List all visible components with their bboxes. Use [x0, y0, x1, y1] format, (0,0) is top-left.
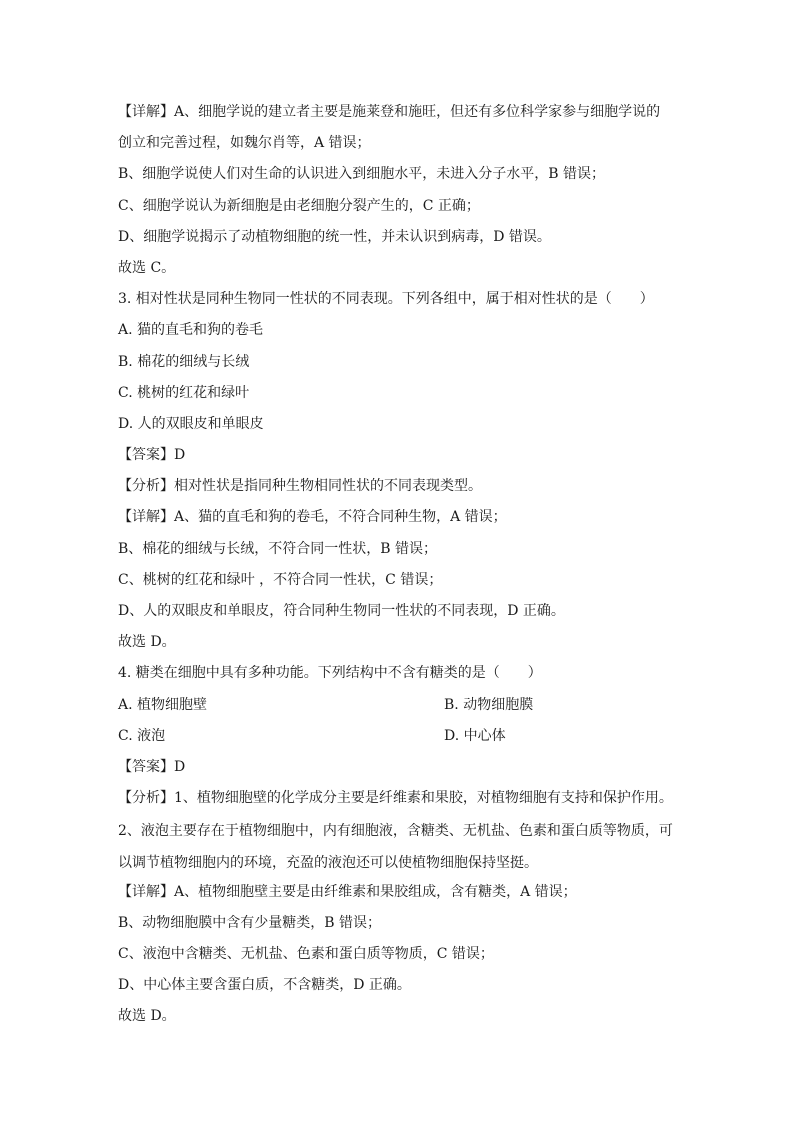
- q4-stem: 4. 糖类在细胞中具有多种功能。下列结构中不含有糖类的是（ ）: [118, 665, 542, 682]
- q3-analysis: 【分析】相对性状是指同种生物相同性状的不同表现类型。: [118, 478, 482, 495]
- q3-explain-a: 【详解】A、猫的直毛和狗的卷毛，不符合同种生物，A 错误；: [118, 509, 507, 526]
- q4-option-d: D. 中心体: [444, 727, 506, 744]
- q3-answer: 【答案】D: [118, 447, 186, 464]
- q3-explain-b: B、棉花的细绒与长绒，不符合同一性状，B 错误；: [118, 540, 438, 557]
- q4-explain-d: D、中心体主要含蛋白质，不含糖类，D 正确。: [118, 977, 411, 994]
- q2-explain-a-line2: 创立和完善过程，如魏尔肖等，A 错误；: [118, 135, 371, 152]
- q3-explain-d: D、人的双眼皮和单眼皮，符合同种生物同一性状的不同表现，D 正确。: [118, 603, 565, 619]
- q3-explain-c: C、桃树的红花和绿叶 ，不符合同一性状，C 错误；: [118, 571, 443, 588]
- q4-option-b: B. 动物细胞膜: [444, 696, 534, 713]
- q2-explain-a-line1: 【详解】A、细胞学说的建立者主要是施莱登和施旺，但还有多位科学家参与细胞学说的: [118, 104, 661, 120]
- q3-final: 故选 D。: [118, 634, 176, 651]
- q2-final: 故选 C。: [118, 259, 176, 276]
- q3-stem: 3. 相对性状是同种生物同一性状的不同表现。下列各组中，属于相对性状的是（ ）: [118, 291, 654, 308]
- q3-option-d: D. 人的双眼皮和单眼皮: [118, 415, 264, 432]
- q4-option-a: A. 植物细胞壁: [118, 696, 208, 713]
- q4-explain-c: C、液泡中含糖类、无机盐、色素和蛋白质等物质，C 错误；: [118, 946, 494, 963]
- document-body: [118, 99, 678, 1035]
- q4-final: 故选 D。: [118, 1008, 176, 1025]
- q4-explain-b: B、动物细胞膜中含有少量糖类，B 错误；: [118, 914, 382, 931]
- q3-option-a: A. 猫的直毛和狗的卷毛: [118, 322, 264, 339]
- q2-explain-d: D、细胞学说揭示了动植物细胞的统一性，并未认识到病毒，D 错误。: [118, 228, 551, 245]
- q4-answer: 【答案】D: [118, 758, 186, 775]
- q4-options-row-2: [118, 723, 678, 754]
- q4-option-c: C. 液泡: [118, 727, 166, 744]
- q4-options-row-1: [118, 692, 678, 723]
- q4-analysis-1: 【分析】1、植物细胞壁的化学成分主要是纤维素和果胶，对植物细胞有支持和保护作用。: [118, 790, 673, 807]
- q4-explain-a: 【详解】A、植物细胞壁主要是由纤维素和果胶组成，含有糖类，A 错误；: [118, 883, 577, 900]
- q2-explain-b: B、细胞学说使人们对生命的认识进入到细胞水平，未进入分子水平，B 错误；: [118, 166, 606, 183]
- q3-option-c: C. 桃树的红花和绿叶: [118, 384, 250, 401]
- q4-analysis-2: 2、液泡主要存在于植物细胞中，内有细胞液，含糖类、无机盐、色素和蛋白质等物质，可以调节植物细胞内的环境，充盈的液泡还可以使植物细胞保持坚挺。: [118, 823, 673, 871]
- q3-option-b: B. 棉花的细绒与长绒: [118, 353, 250, 370]
- q2-explain-c: C、细胞学说认为新细胞是由老细胞分裂产生的，C 正确；: [118, 197, 480, 214]
